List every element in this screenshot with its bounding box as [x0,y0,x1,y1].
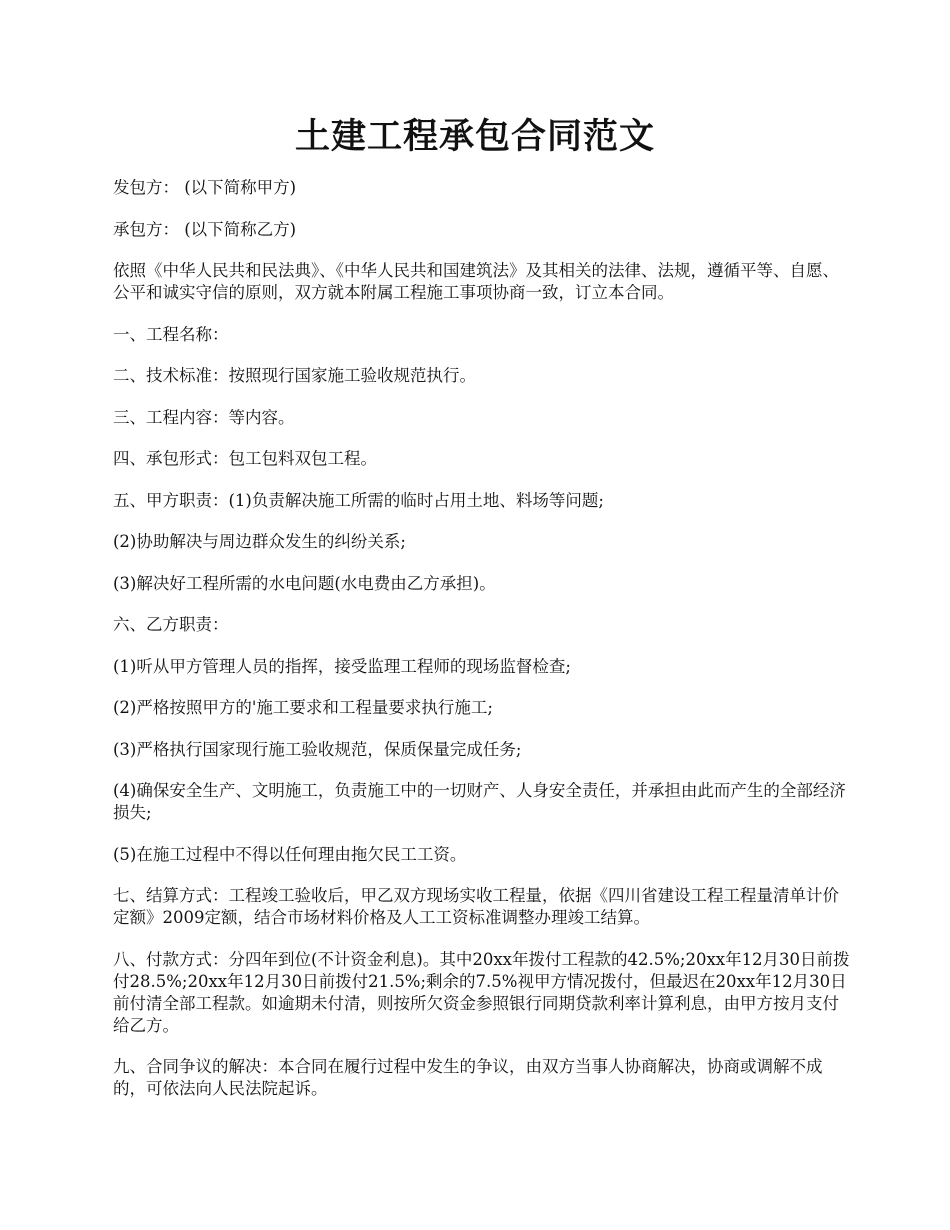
paragraph-dispute-resolution: 九、合同争议的解决：本合同在履行过程中发生的争议，由双方当事人协商解决，协商或调解不成的，可依法向人民法院起诉。 [113,1057,823,1098]
paragraph-technical-standard: 二、技术标准：按照现行国家施工验收规范执行。 [113,366,476,385]
paragraph-party-b-duty-2: (2)严格按照甲方的'施工要求和工程量要求执行施工; [113,698,493,717]
paragraph-project-name: 一、工程名称： [113,324,229,344]
paragraph-party-a-duty-2: (2)协助解决与周边群众发生的纠纷关系; [113,532,406,551]
document-title: 土建工程承包合同范文 [294,116,655,157]
paragraph-contract-form: 四、承包形式：包工包料双包工程。 [113,449,377,468]
paragraph-party-b: 承包方： (以下简称乙方) [113,219,297,239]
paragraph-project-content: 三、工程内容：等内容。 [113,407,295,427]
document-body [113,177,853,1120]
paragraph-party-b-duty-3: (3)严格执行国家现行施工验收规范，保质保量完成任务; [113,739,522,759]
paragraph-payment: 八、付款方式：分四年到位(不计资金利息)。其中20xx年拨付工程款的42.5%;20xx年12月30日前拨付28.5%;20xx年12月30日前拨付21.5%;剩余的7.5%视甲方情况拨付，但最迟在20xx年12月30日前付清全部工程款。如逾期未付清，则按所欠资金参照银行同期贷款利率计算利息，由甲方按月支付给乙方。 [113,949,850,1035]
paragraph-party-b-duty-4: (4)确保安全生产、文明施工，负责施工中的一切财产、人身安全责任，并承担由此而产生的全部经济损失; [113,781,846,822]
paragraph-party-a: 发包方： (以下简称甲方) [113,178,297,197]
paragraph-settlement: 七、结算方式：工程竣工验收后，甲乙双方现场实收工程量，依据《四川省建设工程工程量清单计价定额》2009定额，结合市场材料价格及人工工资标准调整办理竣工结算。 [113,886,839,927]
paragraph-party-b-duties-heading: 六、乙方职责： [113,615,229,634]
paragraph-party-b-duty-5: (5)在施工过程中不得以任何理由拖欠民工工资。 [113,844,467,864]
paragraph-party-b-duty-1: (1)听从甲方管理人员的指挥，接受监理工程师的现场监督检查; [113,656,571,676]
paragraph-preamble: 依照《中华人民共和民法典》、《中华人民共和国建筑法》及其相关的法律、法规，遵循平等、自愿、公平和诚实守信的原则，双方就本附属工程施工事项协商一致，订立本合同。 [113,261,839,302]
paragraph-party-a-duty-1: 五、甲方职责：(1)负责解决施工所需的临时占用土地、料场等问题; [113,490,604,510]
paragraph-party-a-duty-3: (3)解决好工程所需的水电问题(水电费由乙方承担)。 [113,573,496,593]
